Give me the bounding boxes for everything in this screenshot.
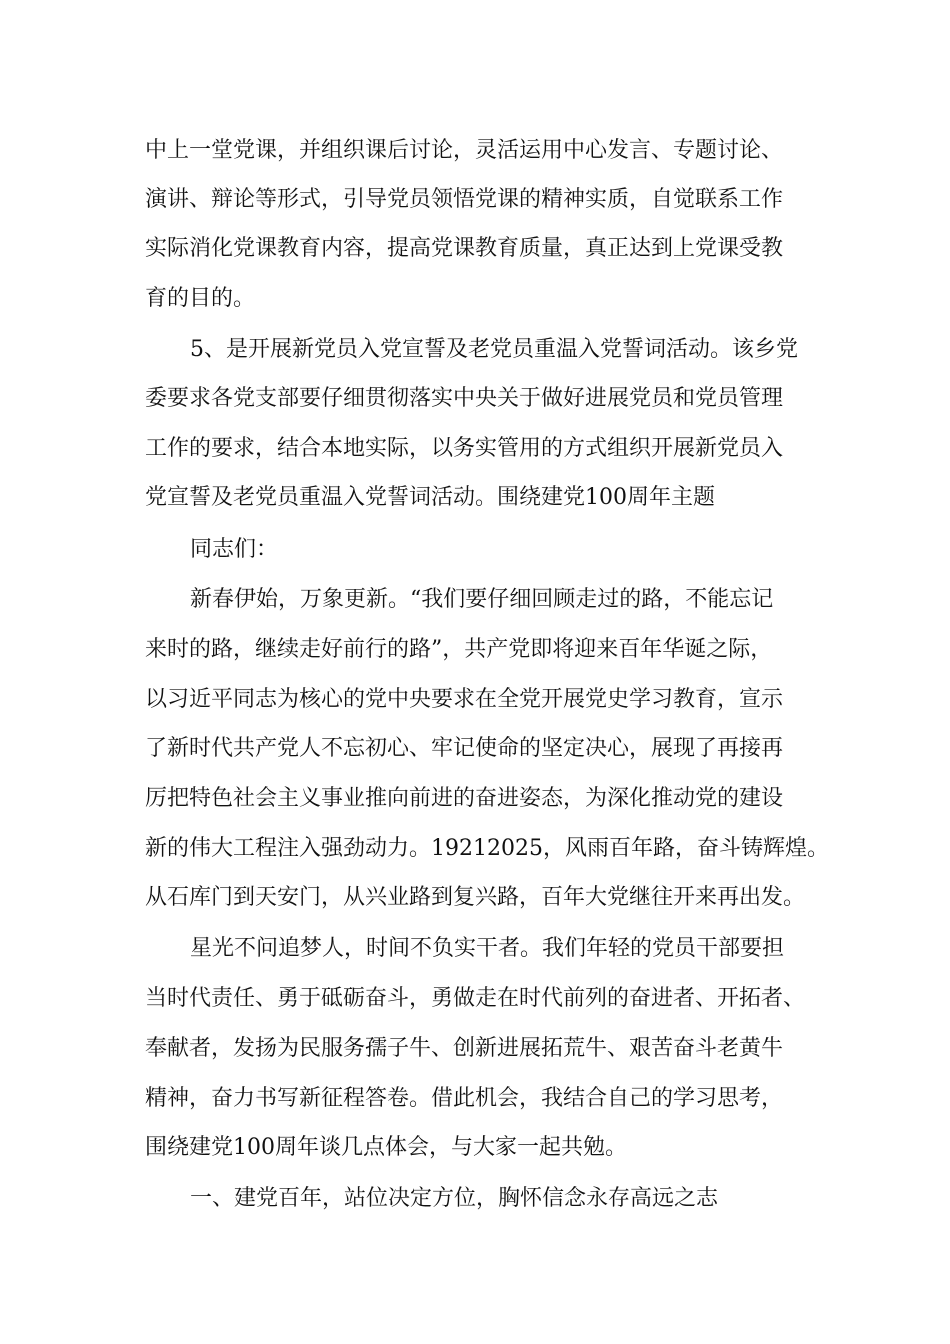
text-line: 委要求各党支部要仔细贯彻落实中央关于做好进展党员和党员管理 xyxy=(145,386,784,411)
text-line: 了新时代共产党人不忘初心、牢记使命的坚定决心，展现了再接再 xyxy=(145,736,784,761)
text-line: 奉献者，发扬为民服务孺子牛、创新进展拓荒牛、艰苦奋斗老黄牛 xyxy=(145,1036,784,1061)
text-line: 演讲、辩论等形式，引导党员领悟党课的精神实质，自觉联系工作 xyxy=(145,187,784,212)
text-line: 星光不问追梦人，时间不负实干者。我们年轻的党员干部要担 xyxy=(190,936,785,961)
text-line: 当时代责任、勇于砥砺奋斗，勇做走在时代前列的奋进者、开拓者、 xyxy=(145,986,806,1011)
text-line: 来时的路，继续走好前行的路”，共产党即将迎来百年华诞之际， xyxy=(145,637,773,662)
text-line: 厉把特色社会主义事业推向前进的奋进姿态，为深化推动党的建设 xyxy=(145,786,784,811)
salutation: 同志们： xyxy=(190,537,279,562)
text-line: 新的伟大工程注入强劲动力。19212025，风雨百年路，奋斗铸辉煌。 xyxy=(145,836,829,861)
text-line: 以习近平同志为核心的党中央要求在全党开展党史学习教育，宣示 xyxy=(145,687,784,712)
text-line: 新春伊始，万象更新。“我们要仔细回顾走过的路，不能忘记 xyxy=(190,587,774,612)
text-line: 实际消化党课教育内容，提高党课教育质量，真正达到上党课受教 xyxy=(145,236,784,261)
text-line: 中上一堂党课，并组织课后讨论，灵活运用中心发言、专题讨论、 xyxy=(145,138,784,163)
section-heading: 一、建党百年，站位决定方位，胸怀信念永存高远之志 xyxy=(190,1186,719,1211)
text-line: 工作的要求，结合本地实际，以务实管用的方式组织开展新党员入 xyxy=(145,436,784,461)
text-line: 育的目的。 xyxy=(145,286,256,311)
text-line: 党宣誓及老党员重温入党誓词活动。围绕建党100周年主题 xyxy=(145,485,715,510)
text-line: 从石库门到天安门，从兴业路到复兴路，百年大党继往开来再出发。 xyxy=(145,885,806,910)
text-line: 精神，奋力书写新征程答卷。借此机会，我结合自己的学习思考， xyxy=(145,1086,784,1111)
text-line: 5、是开展新党员入党宣誓及老党员重温入党誓词活动。该乡党 xyxy=(190,337,798,362)
text-line: 围绕建党100周年谈几点体会，与大家一起共勉。 xyxy=(145,1135,627,1160)
